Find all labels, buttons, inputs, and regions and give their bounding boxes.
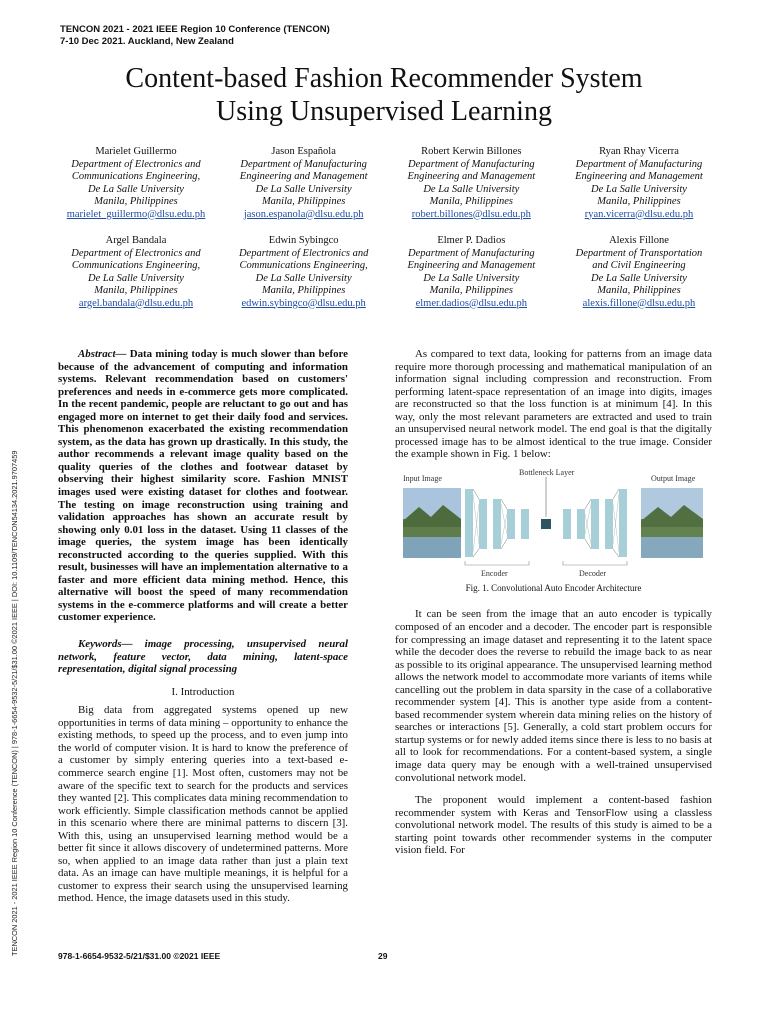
author-name: Ryan Rhay Vicerra [599,146,679,157]
author-affiliation: Department of Electronics and Communications Engineering, De La Salle University Manila, Philippines [238,247,369,296]
encoder-bracket [465,561,529,565]
encoder-layers [465,489,529,557]
left-column [58,348,348,905]
encoder-label: Encoder [481,568,508,578]
author-email-link[interactable]: robert.billones@dlsu.edu.ph [411,208,531,220]
author-name: Robert Kerwin Billones [421,146,522,157]
author-card [390,146,552,221]
doi-sidebar: TENCON 2021 - 2021 IEEE Region 10 Conference (TENCON) | 978-1-6654-9532-5/21/$31.00 ©2021 IEEE | DOI: 10.1109/TENCON54134.2021.9707459 [10,450,19,956]
body-paragraph: It can be seen from the image that an auto encoder is typically composed of an encoder and a decoder. The encoder part is responsible for compressing an image dataset and representing it to the latent space while the decoder does the reverse to rebuild the image back to as near as possible to its original appearance. The unsupervised learning method allows the network model to accommodate more variants of items while cancelling out the problem in data sparsity in the case of a collaborative recommender system [4]. This is another type aside from a content-based recommender system wherein data mining relies on the history of searches or interactions [5]. Generally, a cold start problem occurs for startup systems or for newly added items since there is less to no basis at all to look for recommendations. For a content-based system, a single image data query may be enough with a well-trained unsupervised convolutional network model. [395,608,712,784]
author-name: Alexis Fillone [609,235,669,246]
abstract [58,348,348,624]
figure-caption: Fig. 1. Convolutional Auto Encoder Architecture [465,582,642,593]
footer-isbn: 978-1-6654-9532-5/21/$31.00 ©2021 IEEE [58,951,221,961]
title-line-2: Using Unsupervised Learning [216,96,552,127]
body-paragraph: As compared to text data, looking for patterns from an image data require more thorough processing and mathematical manipulation of an information signal including compression and reconstruction. From performing latent-space representation of an image into digits, images are reconstructed so that the loss function is at minimum [4]. In this way, only the most relevant parameters are extracted and used to train an unsupervised neural network model. The end goal is that the digitally processed image has to be almost identical to the true image. Consider the example shown in Fig. 1 below: [395,348,712,461]
author-name: Argel Bandala [105,235,167,246]
author-card [223,235,385,310]
keywords-text: image processing, unsupervised neural network, feature vector, data mining, latent-space representation, digital signal processing [58,638,348,676]
author-affiliation: Department of Manufacturing Engineering and Management De La Salle University Manila, Philippines [407,158,536,207]
author-affiliation: Department of Transportation and Civil Engineering De La Salle University Manila, Philippines [575,247,703,296]
bottleneck-layer [541,519,551,529]
keywords-label: Keywords— [78,638,133,651]
conference-dates: 7-10 Dec 2021. Auckland, New Zealand [60,36,234,47]
author-email-link[interactable]: jason.espanola@dlsu.edu.ph [243,208,364,220]
decoder-layers [563,489,627,557]
author-email-link[interactable]: ryan.vicerra@dlsu.edu.ph [584,208,694,220]
author-row-2 [55,235,720,310]
author-card [558,146,720,221]
author-card [55,235,217,310]
author-name: Marielet Guillermo [95,146,177,157]
body-paragraph: The proponent would implement a content-based fashion recommender system with Keras and TensorFlow using a classless convolutional network model. The results of this study is aimed to be a starting point towards other recommender systems in the computer vision field. For [395,794,712,857]
paper-title [40,62,728,128]
conference-header [60,24,330,48]
autoencoder-diagram [395,469,712,579]
output-image-label: Output Image [651,473,696,483]
input-image [403,488,461,558]
author-affiliation: Department of Manufacturing Engineering and Management De La Salle University Manila, Philippines [239,158,368,207]
author-name: Jason Española [271,146,336,157]
title-line-1: Content-based Fashion Recommender System [125,63,643,94]
intro-paragraph: Big data from aggregated systems opened up new opportunities in terms of data mining – opportunity to enhance the existing methods, to speed up the process, and to even jump into the world of computer vision. It is hard to know the preference of a customer by simply entering queries into a text-based e-commerce search engine [1]. Most often, customers may not be aware of the specific text to search for the products and services they wanted [2]. This complicates data mining recommendation to work efficiently. Simple classification methods cannot be applied in this scenario where there are minimal patterns to discern [3]. With this, using an unsupervised learning method would be a better fit since it allows discovery of undetermined patterns. More so, when applied to an image data rather than just a plain text data. As an image can have multiple meanings, it is helpful for a customer to express their search using the unsupervised learning method. Hence, the image datasets used in this study. [58,704,348,905]
decoder-bracket [563,561,627,565]
author-card [558,235,720,310]
decoder-label: Decoder [579,568,607,578]
author-email-link[interactable]: alexis.fillone@dlsu.edu.ph [582,297,696,309]
section-heading-introduction: I. Introduction [171,685,235,698]
figure-autoencoder [395,469,712,579]
conference-name: TENCON 2021 - 2021 IEEE Region 10 Conference (TENCON) [60,24,330,35]
author-name: Elmer P. Dadios [437,235,506,246]
author-email-link[interactable]: argel.bandala@dlsu.edu.ph [78,297,194,309]
input-image-label: Input Image [403,473,442,483]
keywords [58,638,348,676]
author-affiliation: Department of Manufacturing Engineering and Management De La Salle University Manila, Philippines [407,247,536,296]
author-email-link[interactable]: marielet_guillermo@dlsu.edu.ph [66,208,206,220]
author-row-1 [55,146,720,221]
right-column [395,348,712,857]
author-affiliation: Department of Manufacturing Engineering and Management De La Salle University Manila, Philippines [575,158,703,207]
abstract-text: Data mining today is much slower than before because of the advancement of computing and information systems. Relevant recommendation based on customers' preferences and needs in e-commerce gets more complicated. In the recent pandemic, people are reluctant to go out and has engaged more on internet to get their daily food and services. This phenomenon exacerbated the existing recommendation system, as the data has grown up drastically. In this study, the author recommends a relevant image quality based on the quality queries of the clothes and footwear dataset by observing their highest similarity score. Fashion MNIST images used were existing dataset for clothes and footwear. The testing on image reconstruction using training and validation approaches has shown an accurate result by showing only 0.01 loss in the dataset. Using 11 classes of the image queries, the system image has been identically reconstructed according to the queries supplied. With this result, businesses will have an implementation alternative to a faster and more efficient data mining method. Hence, this alternative will boost the speed of many recommendation systems in the e-commerce platforms and will create a better customer experience. [58,348,348,624]
author-email-link[interactable]: edwin.sybingco@dlsu.edu.ph [241,297,366,309]
author-card [55,146,217,221]
page-number: 29 [378,951,388,961]
author-card [390,235,552,310]
bottleneck-label: Bottleneck Layer [519,468,575,477]
author-affiliation: Department of Electronics and Communications Engineering, De La Salle University Manila, Philippines [71,247,201,296]
author-block [55,146,720,324]
abstract-label: Abstract— [78,348,127,360]
author-email-link[interactable]: elmer.dadios@dlsu.edu.ph [415,297,528,309]
output-image [641,488,703,558]
author-name: Edwin Sybingco [268,235,339,246]
author-card [223,146,385,221]
author-affiliation: Department of Electronics and Communications Engineering, De La Salle University Manila, Philippines [71,158,201,207]
